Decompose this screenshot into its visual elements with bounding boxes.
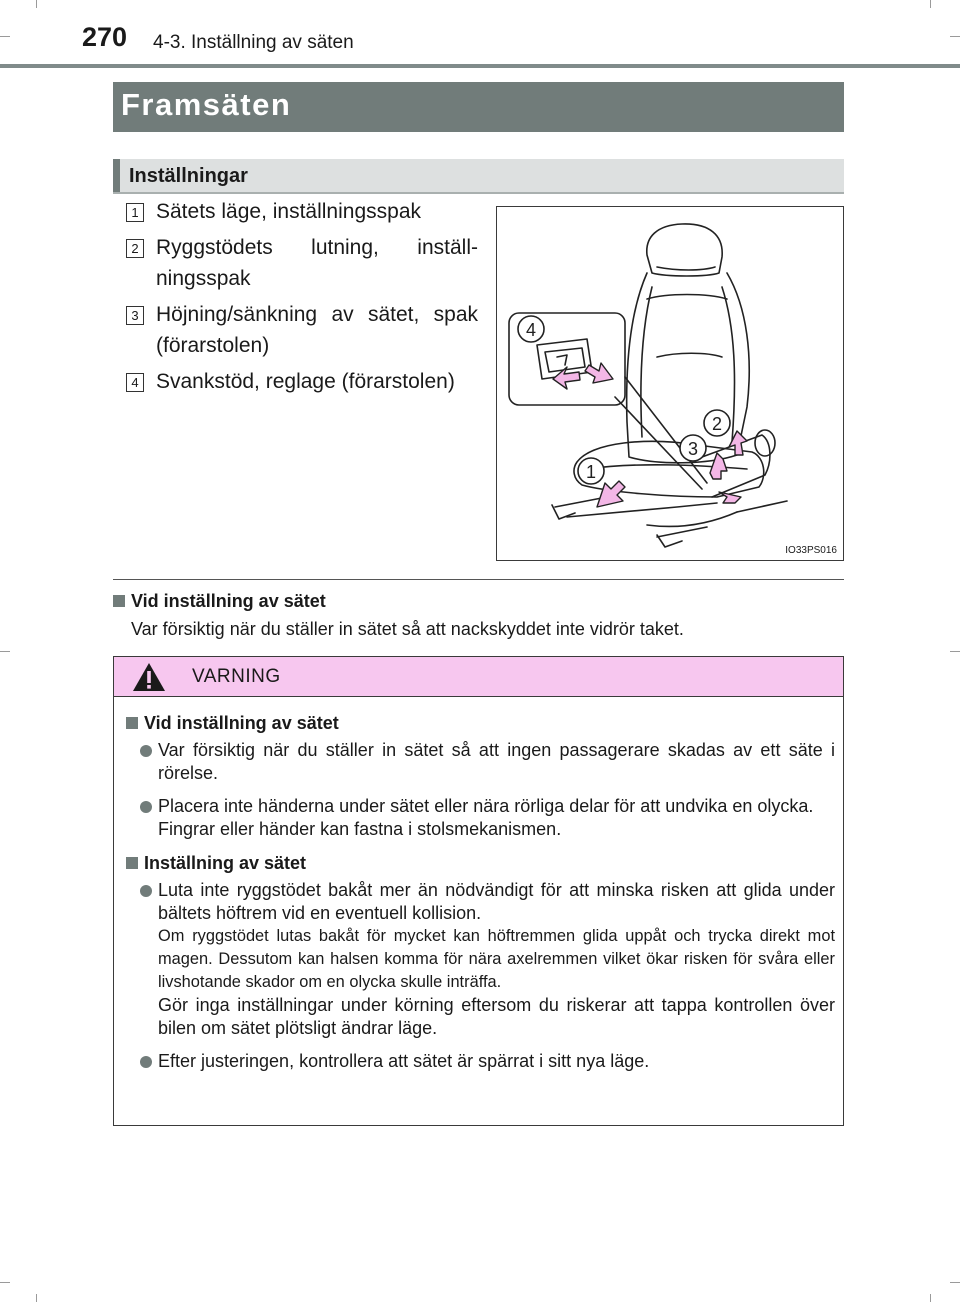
warning-header [114, 657, 843, 697]
crop-mark [930, 1294, 931, 1302]
legend-number: 1 [126, 203, 144, 222]
round-bullet-icon [140, 801, 152, 813]
callout-4: 4 [525, 320, 537, 340]
legend-number: 3 [126, 306, 144, 325]
warning-body [114, 697, 843, 1073]
warning-item: Placera inte händerna under sätet eller nära rörliga delar för att undvika en olycka. Fingrar eller händer kan fastna i stolsmekanismen. [126, 795, 835, 841]
section-title: Framsäten [121, 87, 292, 122]
warning-section-heading: Inställning av sätet [126, 851, 835, 875]
arrow-height [710, 453, 727, 479]
note-heading: Vid inställning av sätet [113, 591, 326, 612]
round-bullet-icon [140, 745, 152, 757]
header-rule [0, 64, 960, 68]
legend-item [126, 196, 478, 227]
page-number: 270 [82, 22, 128, 52]
backrest [627, 273, 750, 463]
square-bullet-icon [126, 717, 138, 729]
running-header: 4-3. Inställning av säten [153, 32, 354, 53]
subsection-banner [113, 159, 844, 194]
crop-mark [0, 651, 10, 652]
round-bullet-icon [140, 1056, 152, 1068]
warning-triangle-icon [132, 662, 166, 692]
round-bullet-icon [140, 885, 152, 897]
subsection-title: Inställningar [129, 165, 248, 187]
crop-mark [36, 0, 37, 8]
legend-text: Höjning/sänkning av sätet, spak (förarstolen) [156, 303, 478, 357]
crop-mark [0, 36, 10, 37]
crop-mark [950, 651, 960, 652]
seat-rail [555, 497, 787, 537]
note-text: Var försiktig när du ställer in sätet så att nackskyddet inte vidrör taket. [131, 619, 684, 639]
legend-list [126, 196, 478, 402]
crop-mark [930, 0, 931, 8]
warning-title: VARNING [192, 666, 281, 687]
arrow-slide [597, 481, 625, 507]
square-bullet-icon [113, 595, 125, 607]
legend-number: 2 [126, 239, 144, 258]
legend-item [126, 232, 478, 294]
crop-mark [36, 1294, 37, 1302]
legend-text: Sätets läge, inställningsspak [156, 200, 421, 223]
seat-figure [496, 206, 844, 561]
crop-mark [950, 1282, 960, 1283]
section-divider [113, 579, 844, 580]
legend-item [126, 366, 478, 397]
legend-text: Ryggstödets lutning, inställ-ningsspak [156, 236, 478, 290]
legend-item [126, 299, 478, 361]
crop-mark [0, 1282, 10, 1283]
warning-item: Var försiktig när du ställer in sätet så att ingen passagerare skadas av ett säte i rörelse. [126, 739, 835, 785]
figure-code: IO33PS016 [785, 545, 837, 556]
section-banner [113, 82, 844, 132]
square-bullet-icon [126, 857, 138, 869]
legend-text: Svankstöd, reglage (förarstolen) [156, 370, 455, 393]
callout-2: 2 [711, 414, 723, 434]
seat-illustration [497, 207, 843, 560]
legend-number: 4 [126, 373, 144, 392]
subsection-bar [113, 159, 120, 192]
warning-box [113, 656, 844, 1126]
crop-mark [950, 36, 960, 37]
callout-1: 1 [585, 462, 597, 482]
callout-3: 3 [687, 439, 699, 459]
warning-item: Efter justeringen, kontrollera att sätet är spärrat i sitt nya läge. [126, 1050, 835, 1073]
warning-section-heading: Vid inställning av sätet [126, 711, 835, 735]
warning-item: Luta inte ryggstödet bakåt mer än nödvändigt för att minska risken att glida under bältets höftrem vid en eventuell kollision. Om ryggstödet lutas bakåt för mycket kan höftremmen glida uppåt och trycka direkt mot magen. Dessutom kan halsen komma för nära axelremmen vilket ökar risken för svåra eller livshotande skador om en olycka skulle inträffa. Gör inga inställningar under körning eftersom du riskerar att tappa kontrollen över bilen om sätet plötsligt ändrar läge. [126, 879, 835, 1040]
